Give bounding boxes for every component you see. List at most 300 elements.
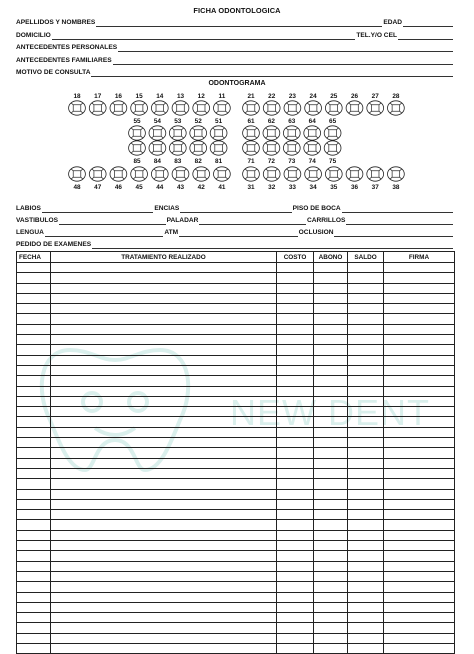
- table-cell[interactable]: [348, 386, 384, 396]
- table-cell[interactable]: [348, 345, 384, 355]
- tooth-diagram[interactable]: [304, 141, 321, 155]
- table-cell[interactable]: [348, 283, 384, 293]
- table-cell[interactable]: [384, 376, 455, 386]
- table-cell[interactable]: [384, 551, 455, 561]
- tooth-diagram[interactable]: [243, 167, 260, 181]
- table-cell[interactable]: [17, 427, 51, 437]
- table-cell[interactable]: [51, 468, 277, 478]
- table-cell[interactable]: [17, 510, 51, 520]
- field-carrillos[interactable]: [346, 217, 453, 225]
- table-cell[interactable]: [348, 633, 384, 643]
- table-cell[interactable]: [277, 551, 314, 561]
- field-edad[interactable]: [403, 19, 453, 27]
- field-motivo-consulta[interactable]: [91, 69, 453, 77]
- table-cell[interactable]: [51, 304, 277, 314]
- table-cell[interactable]: [314, 345, 348, 355]
- table-cell[interactable]: [17, 561, 51, 571]
- table-cell[interactable]: [314, 365, 348, 375]
- table-cell[interactable]: [314, 602, 348, 612]
- table-cell[interactable]: [277, 283, 314, 293]
- table-cell[interactable]: [314, 592, 348, 602]
- tooth-diagram[interactable]: [324, 126, 341, 140]
- table-cell[interactable]: [314, 376, 348, 386]
- table-cell[interactable]: [348, 499, 384, 509]
- table-cell[interactable]: [314, 499, 348, 509]
- tooth-diagram[interactable]: [169, 126, 186, 140]
- tooth-diagram[interactable]: [367, 167, 384, 181]
- table-cell[interactable]: [17, 541, 51, 551]
- tooth-diagram[interactable]: [284, 167, 301, 181]
- table-cell[interactable]: [17, 314, 51, 324]
- table-cell[interactable]: [51, 438, 277, 448]
- table-cell[interactable]: [348, 355, 384, 365]
- table-cell[interactable]: [384, 541, 455, 551]
- table-cell[interactable]: [384, 355, 455, 365]
- table-cell[interactable]: [51, 427, 277, 437]
- table-row: [17, 314, 455, 324]
- table-cell[interactable]: [348, 643, 384, 653]
- table-cell[interactable]: [348, 530, 384, 540]
- tooth-diagram[interactable]: [283, 141, 300, 155]
- table-cell[interactable]: [314, 479, 348, 489]
- table-cell[interactable]: [348, 335, 384, 345]
- table-cell[interactable]: [277, 541, 314, 551]
- table-cell[interactable]: [17, 365, 51, 375]
- table-cell[interactable]: [51, 633, 277, 643]
- table-cell[interactable]: [314, 582, 348, 592]
- table-cell[interactable]: [17, 613, 51, 623]
- table-cell[interactable]: [17, 571, 51, 581]
- table-cell[interactable]: [277, 365, 314, 375]
- table-cell[interactable]: [51, 273, 277, 283]
- table-cell[interactable]: [17, 458, 51, 468]
- table-cell[interactable]: [314, 530, 348, 540]
- table-cell[interactable]: [384, 520, 455, 530]
- table-cell[interactable]: [17, 355, 51, 365]
- table-cell[interactable]: [277, 386, 314, 396]
- table-cell[interactable]: [348, 582, 384, 592]
- table-cell[interactable]: [51, 417, 277, 427]
- tooth-diagram[interactable]: [263, 167, 280, 181]
- table-cell[interactable]: [17, 592, 51, 602]
- table-cell[interactable]: [348, 613, 384, 623]
- table-cell[interactable]: [314, 273, 348, 283]
- tooth-diagram[interactable]: [149, 141, 166, 155]
- field-paladar[interactable]: [199, 217, 306, 225]
- table-cell[interactable]: [277, 293, 314, 303]
- table-cell[interactable]: [348, 479, 384, 489]
- tooth-number: 71: [247, 158, 255, 165]
- table-cell[interactable]: [348, 510, 384, 520]
- table-cell[interactable]: [314, 448, 348, 458]
- tooth-diagram[interactable]: [305, 167, 322, 181]
- tooth-diagram[interactable]: [243, 101, 260, 115]
- table-cell[interactable]: [314, 314, 348, 324]
- table-cell[interactable]: [384, 324, 455, 334]
- tooth-diagram[interactable]: [243, 126, 260, 140]
- table-cell[interactable]: [277, 520, 314, 530]
- table-cell[interactable]: [277, 376, 314, 386]
- table-cell[interactable]: [314, 283, 348, 293]
- table-cell[interactable]: [17, 283, 51, 293]
- table-cell[interactable]: [348, 458, 384, 468]
- tooth-diagram[interactable]: [190, 141, 207, 155]
- table-cell[interactable]: [277, 582, 314, 592]
- table-cell[interactable]: [277, 510, 314, 520]
- table-cell[interactable]: [51, 551, 277, 561]
- table-cell[interactable]: [51, 613, 277, 623]
- table-cell[interactable]: [348, 602, 384, 612]
- table-cell[interactable]: [277, 273, 314, 283]
- tooth-diagram[interactable]: [263, 101, 280, 115]
- tooth-diagram[interactable]: [214, 101, 231, 115]
- field-piso-boca[interactable]: [342, 205, 453, 213]
- table-cell[interactable]: [277, 571, 314, 581]
- table-cell[interactable]: [384, 561, 455, 571]
- table-cell[interactable]: [17, 479, 51, 489]
- tooth-diagram[interactable]: [304, 126, 321, 140]
- tooth-diagram[interactable]: [172, 101, 189, 115]
- table-cell[interactable]: [277, 530, 314, 540]
- table-cell[interactable]: [384, 448, 455, 458]
- table-cell[interactable]: [348, 365, 384, 375]
- table-cell[interactable]: [51, 355, 277, 365]
- table-cell[interactable]: [348, 293, 384, 303]
- table-cell[interactable]: [384, 365, 455, 375]
- table-cell[interactable]: [277, 633, 314, 643]
- table-cell[interactable]: [51, 335, 277, 345]
- table-cell[interactable]: [384, 386, 455, 396]
- table-cell[interactable]: [348, 396, 384, 406]
- tooth-diagram[interactable]: [69, 167, 86, 181]
- table-cell[interactable]: [17, 407, 51, 417]
- table-cell[interactable]: [51, 365, 277, 375]
- table-cell[interactable]: [51, 561, 277, 571]
- table-cell[interactable]: [384, 468, 455, 478]
- tooth-diagram[interactable]: [210, 141, 227, 155]
- table-cell[interactable]: [51, 345, 277, 355]
- table-cell[interactable]: [384, 335, 455, 345]
- table-cell[interactable]: [314, 510, 348, 520]
- table-cell[interactable]: [17, 293, 51, 303]
- table-cell[interactable]: [17, 643, 51, 653]
- table-cell[interactable]: [384, 407, 455, 417]
- tooth-diagram[interactable]: [69, 101, 86, 115]
- table-cell[interactable]: [384, 438, 455, 448]
- tooth-diagram[interactable]: [325, 101, 342, 115]
- table-cell[interactable]: [348, 304, 384, 314]
- table-cell[interactable]: [17, 520, 51, 530]
- table-cell[interactable]: [277, 396, 314, 406]
- tooth-diagram[interactable]: [346, 167, 363, 181]
- table-cell[interactable]: [51, 592, 277, 602]
- table-cell[interactable]: [17, 417, 51, 427]
- table-cell[interactable]: [17, 273, 51, 283]
- table-cell[interactable]: [384, 293, 455, 303]
- table-cell[interactable]: [314, 335, 348, 345]
- table-cell[interactable]: [384, 304, 455, 314]
- tooth-diagram[interactable]: [305, 101, 322, 115]
- table-cell[interactable]: [348, 376, 384, 386]
- tooth-diagram[interactable]: [325, 167, 342, 181]
- table-cell[interactable]: [277, 417, 314, 427]
- tooth-diagram[interactable]: [263, 141, 280, 155]
- table-cell[interactable]: [384, 499, 455, 509]
- tooth-number: 83: [174, 158, 182, 165]
- table-cell[interactable]: [277, 458, 314, 468]
- table-cell[interactable]: [314, 407, 348, 417]
- table-cell[interactable]: [314, 458, 348, 468]
- table-cell[interactable]: [51, 396, 277, 406]
- table-cell[interactable]: [17, 304, 51, 314]
- table-cell[interactable]: [51, 293, 277, 303]
- table-cell[interactable]: [314, 417, 348, 427]
- table-cell[interactable]: [314, 438, 348, 448]
- table-cell[interactable]: [277, 602, 314, 612]
- table-cell[interactable]: [17, 386, 51, 396]
- table-cell[interactable]: [314, 541, 348, 551]
- table-cell[interactable]: [51, 386, 277, 396]
- table-cell[interactable]: [384, 510, 455, 520]
- tooth-diagram[interactable]: [243, 141, 260, 155]
- table-cell[interactable]: [277, 355, 314, 365]
- tooth-number: 12: [197, 93, 205, 100]
- table-cell[interactable]: [17, 448, 51, 458]
- table-cell[interactable]: [17, 263, 51, 273]
- table-cell[interactable]: [51, 479, 277, 489]
- table-cell[interactable]: [348, 489, 384, 499]
- table-cell[interactable]: [51, 324, 277, 334]
- table-cell[interactable]: [51, 376, 277, 386]
- table-cell[interactable]: [51, 582, 277, 592]
- table-cell[interactable]: [384, 417, 455, 427]
- table-cell[interactable]: [314, 386, 348, 396]
- table-cell[interactable]: [348, 571, 384, 581]
- table-cell[interactable]: [51, 283, 277, 293]
- table-cell[interactable]: [348, 468, 384, 478]
- table-cell[interactable]: [348, 407, 384, 417]
- tooth-diagram[interactable]: [131, 101, 148, 115]
- field-atm[interactable]: [179, 229, 298, 237]
- table-cell[interactable]: [17, 324, 51, 334]
- tooth-diagram[interactable]: [210, 126, 227, 140]
- table-cell[interactable]: [314, 324, 348, 334]
- table-cell[interactable]: [348, 417, 384, 427]
- table-cell[interactable]: [348, 592, 384, 602]
- table-cell[interactable]: [51, 571, 277, 581]
- table-cell[interactable]: [17, 468, 51, 478]
- table-cell[interactable]: [51, 541, 277, 551]
- table-cell[interactable]: [348, 561, 384, 571]
- tooth-diagram[interactable]: [388, 101, 405, 115]
- table-cell[interactable]: [277, 324, 314, 334]
- tooth-number: 43: [176, 184, 185, 191]
- table-cell[interactable]: [384, 427, 455, 437]
- table-cell[interactable]: [51, 448, 277, 458]
- table-cell[interactable]: [348, 438, 384, 448]
- table-cell[interactable]: [348, 448, 384, 458]
- table-cell[interactable]: [51, 530, 277, 540]
- table-cell[interactable]: [384, 489, 455, 499]
- tooth-diagram[interactable]: [110, 101, 127, 115]
- table-cell[interactable]: [17, 551, 51, 561]
- table-cell[interactable]: [17, 582, 51, 592]
- tooth-diagram[interactable]: [193, 167, 210, 181]
- table-cell[interactable]: [277, 643, 314, 653]
- table-cell[interactable]: [314, 613, 348, 623]
- table-cell[interactable]: [51, 407, 277, 417]
- tooth-diagram[interactable]: [151, 101, 168, 115]
- table-cell[interactable]: [51, 510, 277, 520]
- tooth-diagram[interactable]: [388, 167, 405, 181]
- table-cell[interactable]: [314, 571, 348, 581]
- table-cell[interactable]: [17, 530, 51, 540]
- table-cell[interactable]: [384, 458, 455, 468]
- tooth-diagram[interactable]: [129, 126, 146, 140]
- field-domicilio[interactable]: [52, 32, 356, 40]
- tooth-diagram[interactable]: [214, 167, 231, 181]
- tooth-diagram[interactable]: [324, 141, 341, 155]
- field-encias[interactable]: [180, 205, 291, 213]
- tooth-diagram[interactable]: [193, 101, 210, 115]
- table-cell[interactable]: [348, 263, 384, 273]
- table-cell[interactable]: [277, 345, 314, 355]
- table-cell[interactable]: [277, 427, 314, 437]
- table-cell[interactable]: [277, 499, 314, 509]
- table-cell[interactable]: [314, 304, 348, 314]
- table-cell[interactable]: [384, 592, 455, 602]
- table-cell[interactable]: [384, 345, 455, 355]
- tooth-diagram[interactable]: [283, 126, 300, 140]
- table-cell[interactable]: [314, 633, 348, 643]
- table-cell[interactable]: [277, 438, 314, 448]
- table-cell[interactable]: [277, 407, 314, 417]
- table-cell[interactable]: [314, 427, 348, 437]
- table-cell[interactable]: [17, 499, 51, 509]
- table-cell[interactable]: [384, 314, 455, 324]
- table-cell[interactable]: [348, 273, 384, 283]
- tooth-number: 64: [308, 118, 316, 125]
- table-cell[interactable]: [314, 561, 348, 571]
- table-cell[interactable]: [384, 479, 455, 489]
- table-cell[interactable]: [384, 263, 455, 273]
- table-cell[interactable]: [314, 520, 348, 530]
- table-cell[interactable]: [384, 582, 455, 592]
- tooth-diagram[interactable]: [263, 126, 280, 140]
- table-cell[interactable]: [277, 489, 314, 499]
- field-apellidos[interactable]: [96, 19, 382, 27]
- tooth-diagram[interactable]: [367, 101, 384, 115]
- tooth-diagram[interactable]: [169, 141, 186, 155]
- table-cell[interactable]: [384, 633, 455, 643]
- table-cell[interactable]: [314, 396, 348, 406]
- table-cell[interactable]: [314, 643, 348, 653]
- table-cell[interactable]: [314, 263, 348, 273]
- table-cell[interactable]: [51, 643, 277, 653]
- table-cell[interactable]: [17, 633, 51, 643]
- table-header-row: [17, 252, 455, 263]
- table-cell[interactable]: [314, 551, 348, 561]
- tooth-diagram[interactable]: [149, 126, 166, 140]
- table-cell[interactable]: [51, 458, 277, 468]
- table-cell[interactable]: [277, 561, 314, 571]
- table-cell[interactable]: [277, 468, 314, 478]
- table-cell[interactable]: [17, 396, 51, 406]
- table-cell[interactable]: [17, 345, 51, 355]
- field-antecedentes-personales[interactable]: [118, 44, 453, 52]
- tooth-diagram[interactable]: [190, 126, 207, 140]
- table-cell[interactable]: [51, 489, 277, 499]
- tooth-diagram[interactable]: [89, 167, 106, 181]
- table-cell[interactable]: [348, 314, 384, 324]
- table-cell[interactable]: [314, 355, 348, 365]
- table-cell[interactable]: [348, 541, 384, 551]
- field-vestibulos[interactable]: [59, 217, 166, 225]
- table-cell[interactable]: [17, 489, 51, 499]
- table-cell[interactable]: [384, 273, 455, 283]
- table-cell[interactable]: [17, 602, 51, 612]
- table-cell[interactable]: [384, 643, 455, 653]
- table-cell[interactable]: [348, 551, 384, 561]
- field-lengua[interactable]: [45, 229, 164, 237]
- field-telefono[interactable]: [398, 32, 453, 40]
- tooth-diagram[interactable]: [129, 141, 146, 155]
- table-cell[interactable]: [348, 324, 384, 334]
- table-cell[interactable]: [314, 293, 348, 303]
- table-cell[interactable]: [51, 263, 277, 273]
- field-labios[interactable]: [42, 205, 153, 213]
- table-cell[interactable]: [17, 438, 51, 448]
- tooth-diagram[interactable]: [89, 101, 106, 115]
- field-pedido-examenes[interactable]: [92, 241, 453, 249]
- table-cell[interactable]: [277, 335, 314, 345]
- table-cell[interactable]: [314, 489, 348, 499]
- table-cell[interactable]: [277, 314, 314, 324]
- label-carrillos: CARRILLOS: [306, 217, 346, 224]
- tooth-diagram[interactable]: [131, 167, 148, 181]
- table-cell[interactable]: [348, 427, 384, 437]
- tooth-diagram[interactable]: [346, 101, 363, 115]
- tooth-diagram[interactable]: [284, 101, 301, 115]
- table-cell[interactable]: [277, 448, 314, 458]
- tooth-diagram[interactable]: [110, 167, 127, 181]
- table-cell[interactable]: [51, 602, 277, 612]
- table-cell[interactable]: [51, 520, 277, 530]
- table-cell[interactable]: [277, 479, 314, 489]
- table-cell[interactable]: [384, 530, 455, 540]
- field-oclusion[interactable]: [334, 229, 453, 237]
- table-cell[interactable]: [348, 520, 384, 530]
- tooth-number: 27: [371, 93, 379, 100]
- tooth-diagram[interactable]: [151, 167, 168, 181]
- table-cell[interactable]: [384, 283, 455, 293]
- table-cell[interactable]: [277, 263, 314, 273]
- table-cell[interactable]: [384, 602, 455, 612]
- table-cell[interactable]: [384, 613, 455, 623]
- tooth-diagram[interactable]: [172, 167, 189, 181]
- table-cell[interactable]: [17, 376, 51, 386]
- table-cell[interactable]: [17, 335, 51, 345]
- table-cell[interactable]: [384, 396, 455, 406]
- table-cell[interactable]: [277, 304, 314, 314]
- table-cell[interactable]: [314, 468, 348, 478]
- table-cell[interactable]: [51, 499, 277, 509]
- table-cell[interactable]: [277, 613, 314, 623]
- table-cell[interactable]: [384, 571, 455, 581]
- table-cell[interactable]: [51, 314, 277, 324]
- table-cell[interactable]: [277, 592, 314, 602]
- field-antecedentes-familiares[interactable]: [113, 57, 453, 65]
